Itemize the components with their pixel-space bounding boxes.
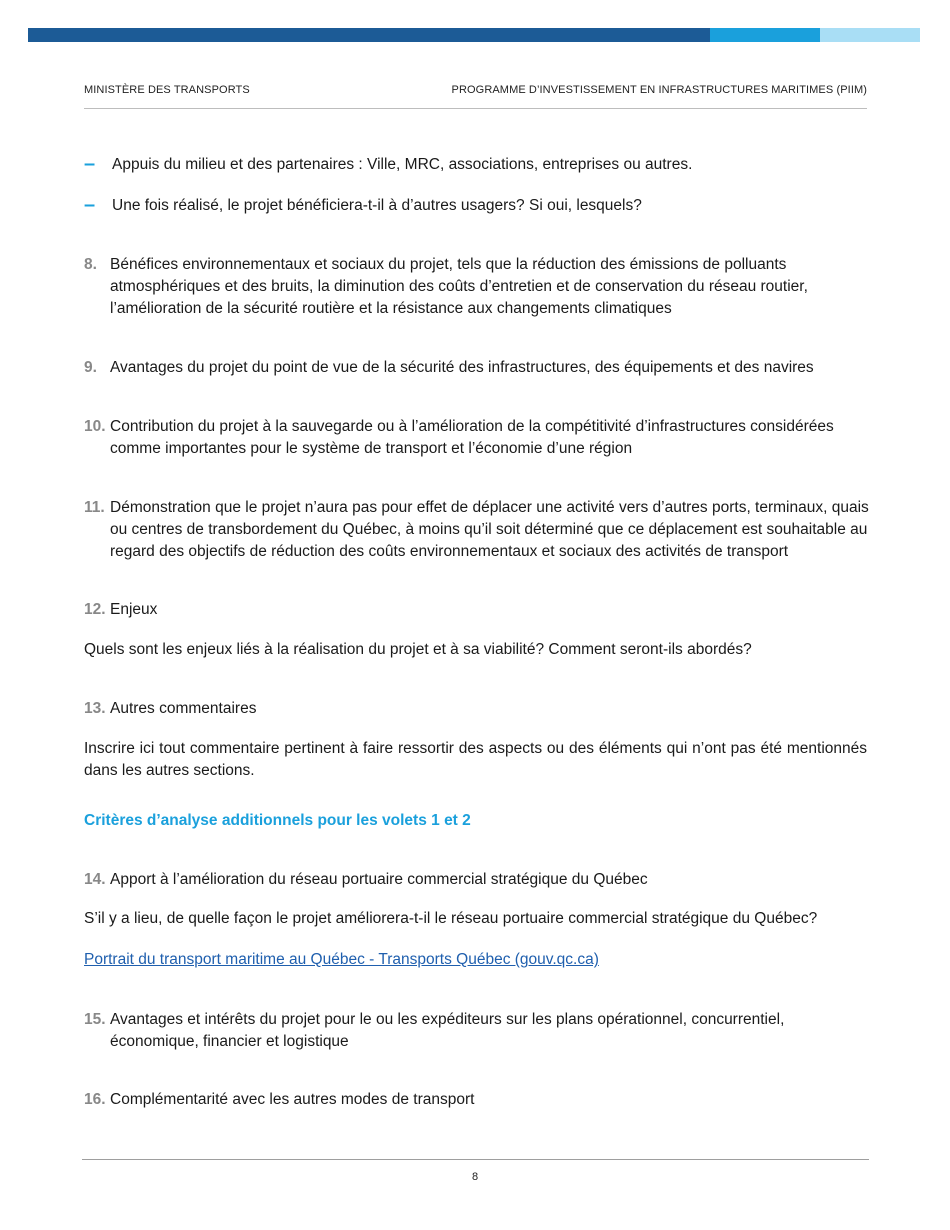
item-text: Avantages du projet du point de vue de la sécurité des infrastructures, des équipements et des navires xyxy=(110,359,814,376)
paragraph: Inscrire ici tout commentaire pertinent à faire ressortir des aspects ou des éléments qui n’ont pas été mentionnés dans les autres sections. xyxy=(84,740,867,779)
item-text: Apport à l’amélioration du réseau portuaire commercial stratégique du Québec xyxy=(110,871,648,888)
footer-divider xyxy=(82,1159,869,1160)
color-bar-light-segment xyxy=(820,28,920,42)
item-text: Autres commentaires xyxy=(110,700,257,717)
item-number: 8. xyxy=(84,256,97,273)
header-divider xyxy=(84,108,867,109)
header-color-bar xyxy=(28,28,920,42)
item-text: Complémentarité avec les autres modes de transport xyxy=(110,1091,475,1108)
header-ministry: MINISTÈRE DES TRANSPORTS xyxy=(84,84,250,96)
bullet-marker: – xyxy=(84,153,96,175)
item-text: Bénéfices environnementaux et sociaux du projet, tels que la réduction des émissions de polluants atmosphériques et des bruits, la diminution des coûts d’entretien et de conservation du réseau routier, l’amélioration de la sécurité routière et la résistance aux changements climatiques xyxy=(110,256,808,317)
item-number: 9. xyxy=(84,359,97,376)
portrait-transport-link[interactable]: Portrait du transport maritime au Québec - Transports Québec (gouv.qc.ca) xyxy=(84,951,599,968)
item-text: Contribution du projet à la sauvegarde ou à l’amélioration de la compétitivité d’infrastructures considérées comme importantes pour le système de transport et l’économie d’une région xyxy=(110,418,834,457)
item-text: Démonstration que le projet n’aura pas pour effet de déplacer une activité vers d’autres ports, terminaux, quais ou centres de transbordement du Québec, à moins qu’il soit déterminé que ce déplacement est souhaitable au regard des objectifs de réduction des coûts environnementaux et sociaux des activités de transport xyxy=(110,499,869,560)
page-header xyxy=(84,84,867,100)
bullet-text: Appuis du milieu et des partenaires : Ville, MRC, associations, entreprises ou autres. xyxy=(112,156,693,173)
header-program: PROGRAMME D’INVESTISSEMENT EN INFRASTRUCTURES MARITIMES (PIIM) xyxy=(451,84,867,96)
item-number: 13. xyxy=(84,700,106,717)
bullet-marker: – xyxy=(84,194,96,216)
paragraph: Quels sont les enjeux liés à la réalisation du projet et à sa viabilité? Comment seront-ils abordés? xyxy=(84,641,752,658)
paragraph: S’il y a lieu, de quelle façon le projet améliorera-t-il le réseau portuaire commercial stratégique du Québec? xyxy=(84,910,818,927)
item-text: Avantages et intérêts du projet pour le ou les expéditeurs sur les plans opérationnel, concurrentiel, économique, financier et logistique xyxy=(110,1011,785,1050)
item-number: 12. xyxy=(84,601,106,618)
item-number: 15. xyxy=(84,1011,106,1028)
color-bar-medium-segment xyxy=(710,28,820,42)
bullet-text: Une fois réalisé, le projet bénéficiera-t-il à d’autres usagers? Si oui, lesquels? xyxy=(112,197,642,214)
color-bar-dark-segment xyxy=(28,28,710,42)
item-number: 10. xyxy=(84,418,106,435)
page-number: 8 xyxy=(471,1171,479,1183)
item-number: 16. xyxy=(84,1091,106,1108)
item-number: 14. xyxy=(84,871,106,888)
section-heading: Critères d’analyse additionnels pour les volets 1 et 2 xyxy=(84,812,471,829)
item-text: Enjeux xyxy=(110,601,158,618)
item-number: 11. xyxy=(84,499,105,516)
